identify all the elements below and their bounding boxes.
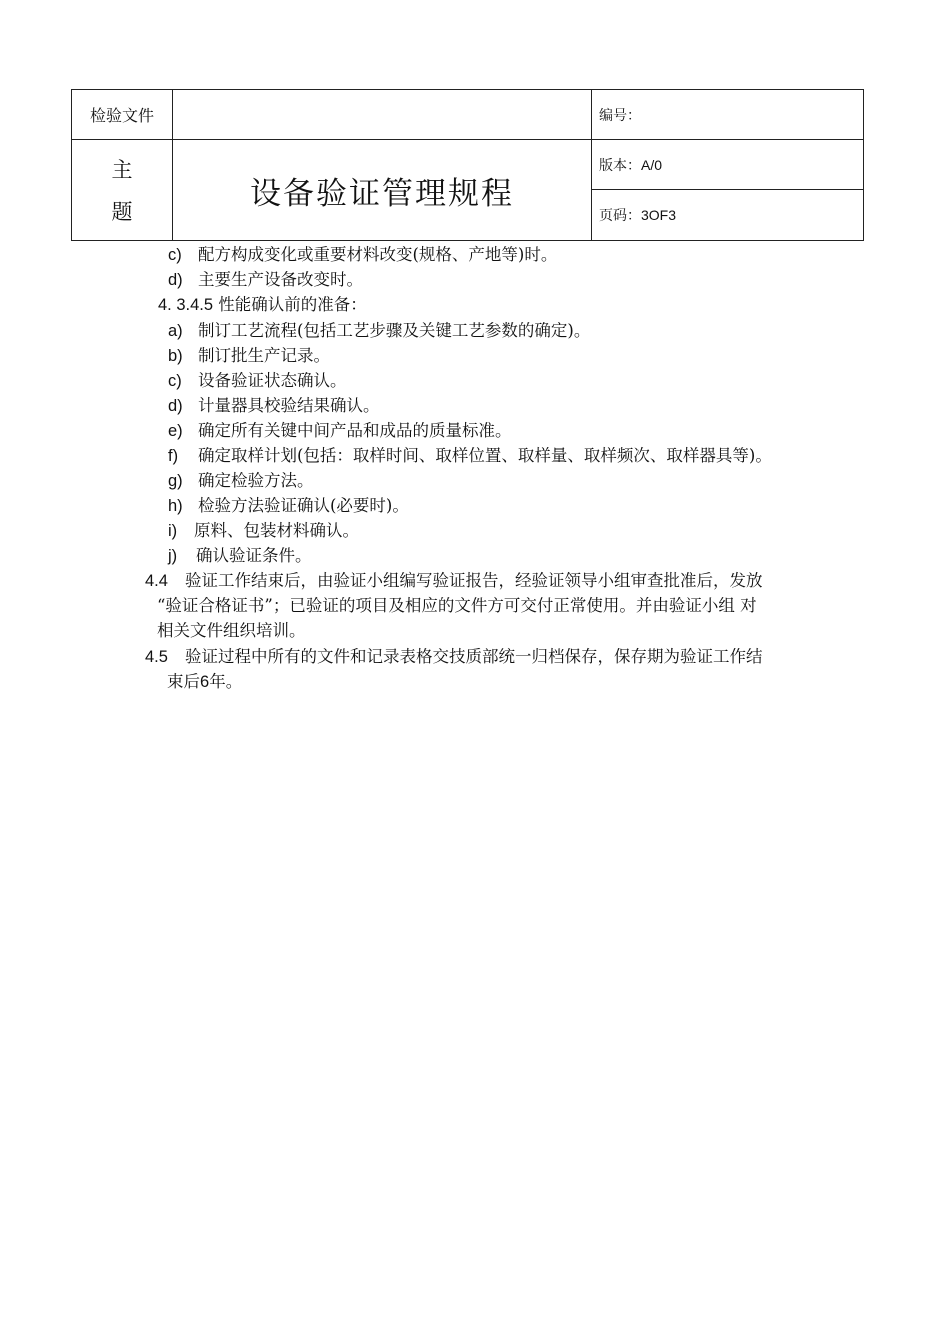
list-item — [168, 268, 363, 292]
list-text: 配方构成变化或重要材料改变(规格、产地等)时。 — [198, 245, 558, 264]
retention-years: 6 — [200, 673, 210, 691]
paragraph-number: 4.5 — [145, 648, 168, 666]
list-text: 设备验证状态确认。 — [198, 371, 347, 390]
subject-cell — [72, 140, 173, 240]
page-label: 页码： — [599, 208, 641, 224]
list-marker: a) — [168, 322, 183, 340]
subject-char-2: 题 — [111, 200, 133, 224]
paragraph-4-4-line-3 — [157, 619, 306, 643]
list-item — [168, 394, 380, 418]
list-item — [168, 369, 347, 393]
list-marker: d) — [168, 271, 183, 289]
number-label: 编号： — [599, 107, 641, 124]
list-text: 确认验证条件。 — [196, 546, 312, 565]
list-marker: h) — [168, 497, 183, 515]
doc-type-cell — [72, 90, 173, 140]
doc-type-label: 检验文件 — [89, 106, 154, 125]
list-item — [168, 444, 772, 468]
list-item — [168, 419, 512, 443]
paragraph-number: 4.4 — [145, 572, 168, 590]
version-cell — [592, 140, 863, 190]
list-marker: e) — [168, 422, 183, 440]
list-marker: j) — [168, 547, 178, 565]
list-item — [168, 319, 590, 343]
section-text: 性能确认前的准备： — [218, 295, 367, 314]
page-cell — [592, 190, 863, 240]
list-marker: i) — [168, 522, 178, 540]
list-text: 制订工艺流程(包括工艺步骤及关键工艺参数的确定)。 — [198, 321, 591, 340]
paragraph-4-4-line-2 — [157, 594, 757, 618]
list-item — [168, 243, 557, 267]
list-text: 检验方法验证确认(必要时)。 — [198, 496, 409, 515]
list-item — [168, 519, 359, 543]
list-text: 制订批生产记录。 — [198, 346, 330, 365]
paragraph-4-5-line-2 — [167, 670, 242, 694]
paragraph-4-5-line-1 — [145, 645, 763, 669]
list-text: 主要生产设备改变时。 — [198, 270, 363, 289]
list-text: 原料、包装材料确认。 — [194, 521, 359, 540]
list-marker: c) — [168, 246, 182, 264]
list-marker: b) — [168, 347, 183, 365]
paragraph-text: “验证合格证书”；已验证的项目及相应的文件方可交付正常使用。并由验证小组 对 — [157, 596, 757, 615]
list-item — [168, 344, 330, 368]
page-value: 3OF3 — [641, 207, 677, 223]
paragraph-text: 验证工作结束后，由验证小组编写验证报告，经验证领导小组审查批准后，发放 — [185, 571, 763, 590]
list-marker: c) — [168, 372, 182, 390]
version-value: A/0 — [641, 156, 663, 173]
title-cell — [173, 140, 592, 240]
section-number: 4. 3.4.5 — [158, 296, 214, 314]
document-title: 设备验证管理规程 — [250, 175, 514, 212]
list-text: 计量器具校验结果确认。 — [198, 396, 380, 415]
paragraph-text: 相关文件组织培训。 — [157, 621, 306, 640]
paragraph-text: 验证过程中所有的文件和记录表格交技质部统一归档保存，保存期为验证工作结 — [185, 647, 763, 666]
version-label: 版本： — [599, 157, 641, 174]
paragraph-4-4-line-1 — [145, 569, 763, 593]
list-marker: f) — [168, 447, 179, 465]
list-item — [168, 494, 409, 518]
document-header-table — [71, 89, 864, 241]
section-heading — [158, 293, 367, 317]
list-text: 确定检验方法。 — [198, 471, 314, 490]
list-marker: g) — [168, 472, 183, 490]
list-marker: d) — [168, 397, 183, 415]
list-item — [168, 469, 314, 493]
paragraph-text: 束后 — [167, 672, 200, 691]
number-cell — [592, 90, 863, 140]
blank-cell — [173, 90, 592, 140]
paragraph-text: 年。 — [209, 672, 243, 691]
list-item — [168, 544, 312, 568]
list-text: 确定所有关键中间产品和成品的质量标准。 — [198, 421, 512, 440]
subject-char-1: 主 — [111, 158, 133, 182]
list-text: 确定取样计划(包括：取样时间、取样位置、取样量、取样频次、取样器具等)。 — [198, 446, 772, 465]
